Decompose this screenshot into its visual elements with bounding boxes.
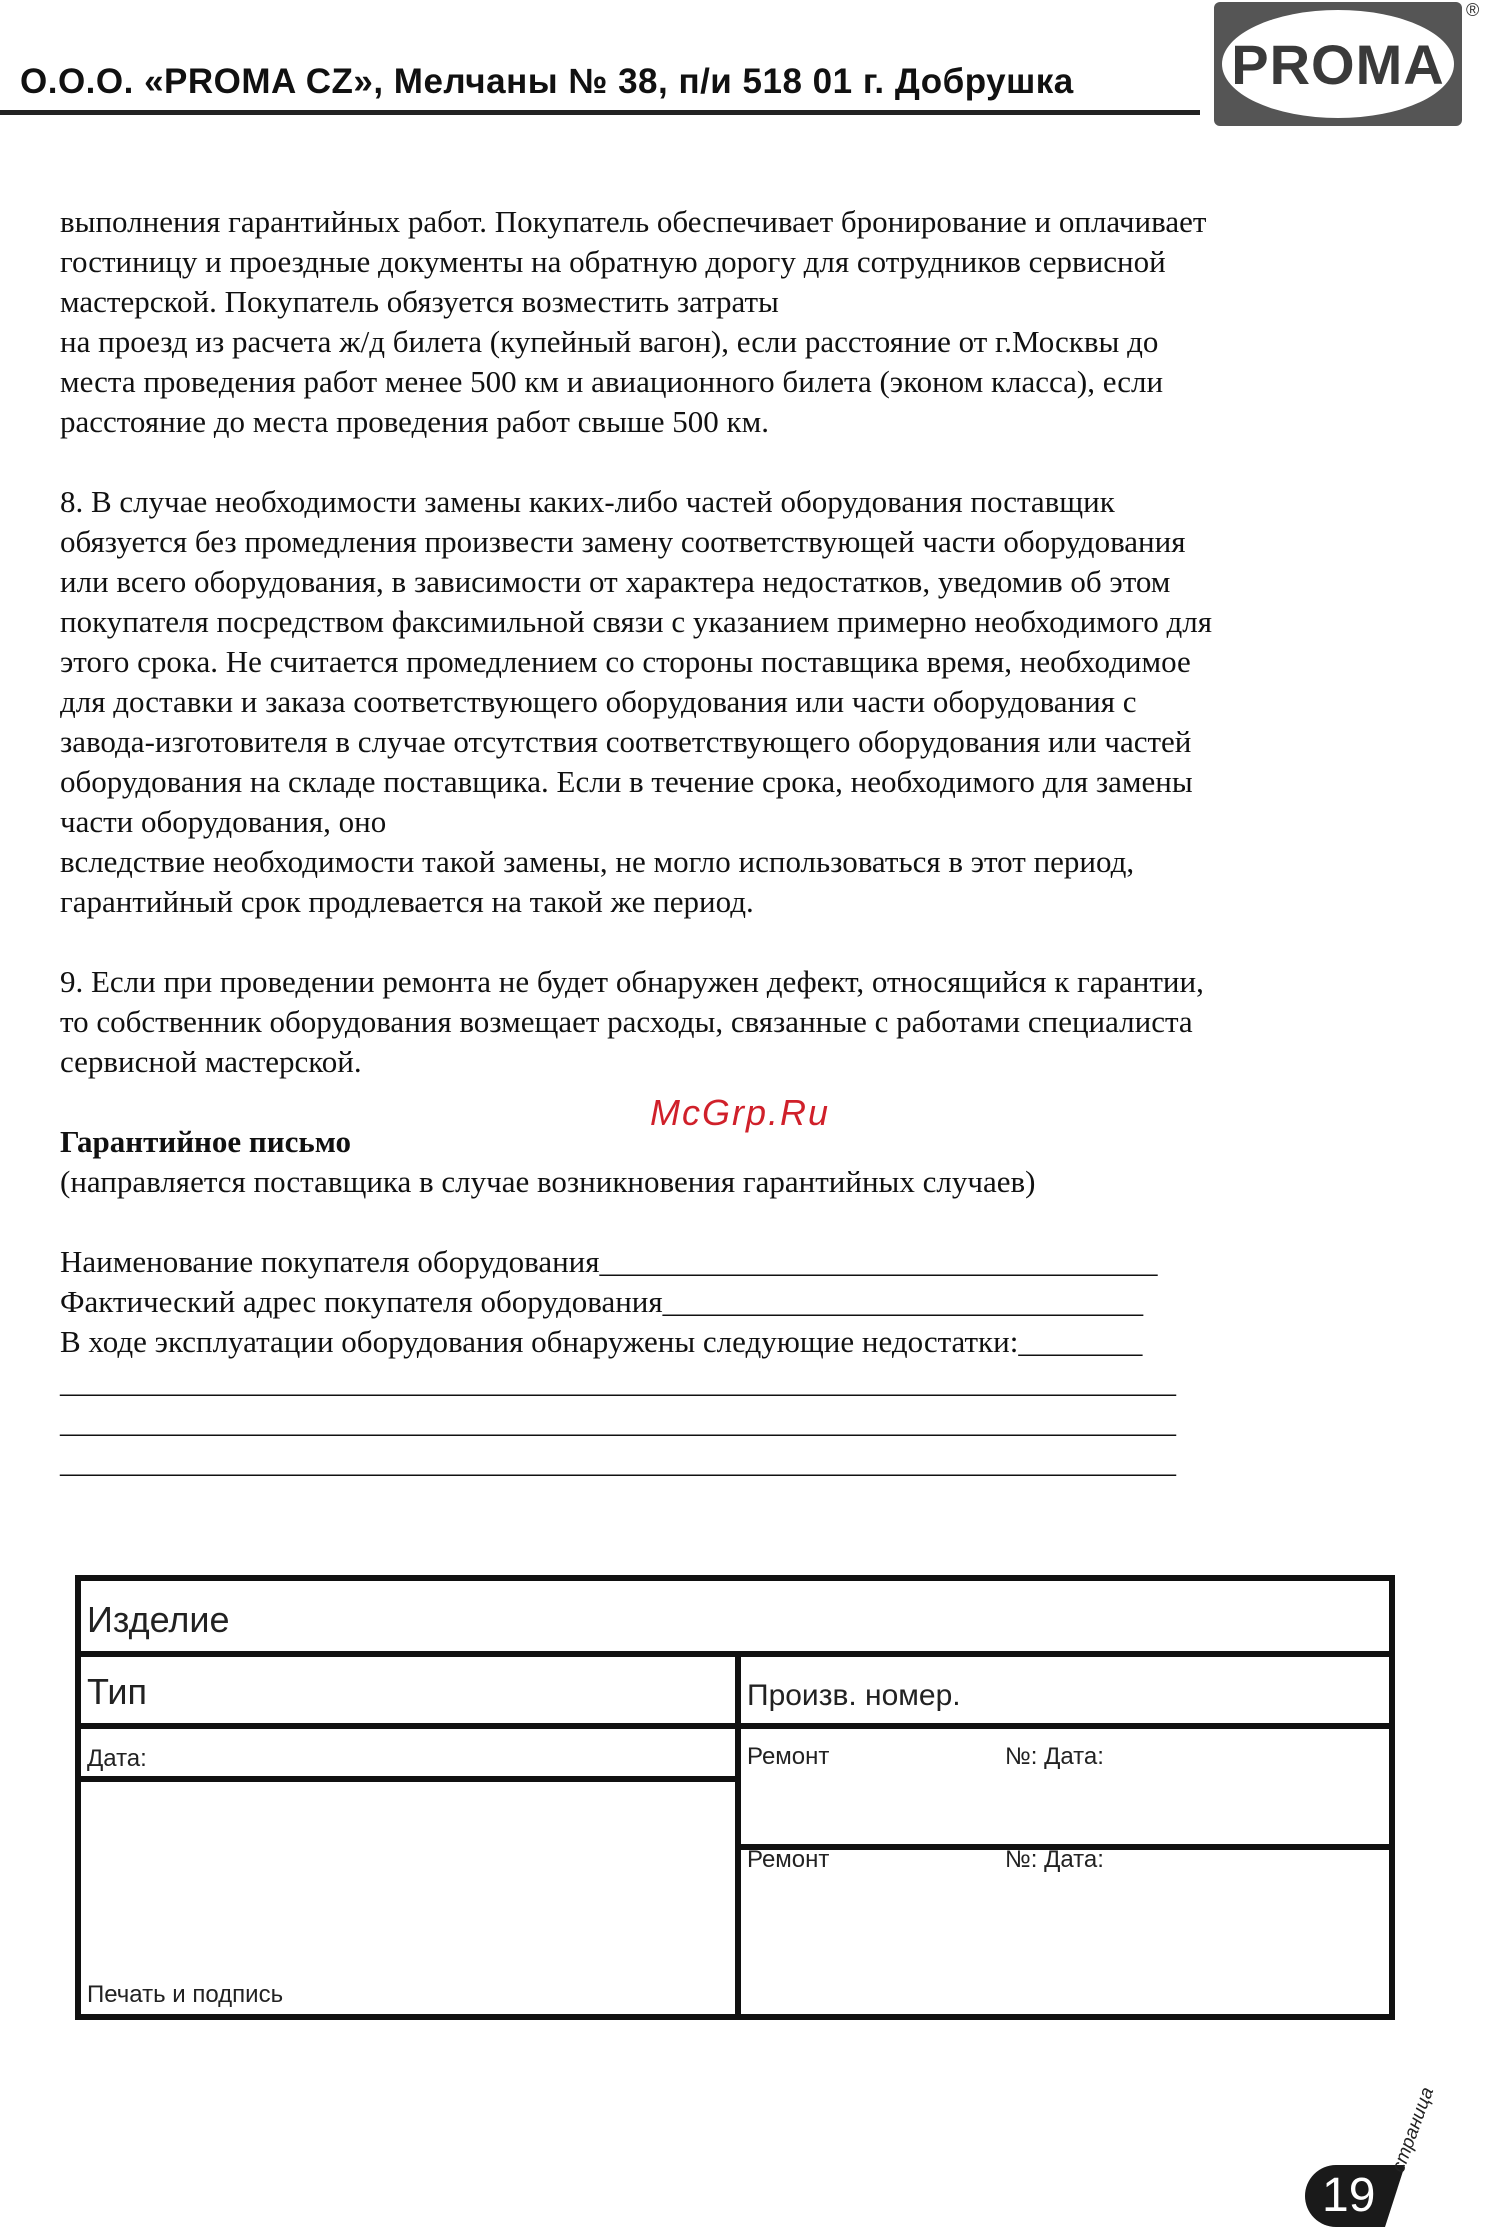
paragraph-8 xyxy=(60,482,1460,922)
proma-logo xyxy=(1214,2,1462,126)
repair-label: Ремонт xyxy=(747,1743,830,1770)
text-line: покупателя посредством факсимильной связи с указанием примерно необходимого для xyxy=(60,604,1212,639)
paragraph-9 xyxy=(60,962,1460,1082)
repair-label: Ремонт xyxy=(747,1846,830,1873)
page-number: 19 xyxy=(1322,2169,1376,2222)
blank-line: ________________________________________________________________________ xyxy=(60,1444,1176,1479)
text-line: обязуется без промедления произвести замену соответствующей части оборудования xyxy=(60,524,1186,559)
text-line: выполнения гарантийных работ. Покупатель обеспечивает бронирование и оплачивает xyxy=(60,204,1207,239)
date-label: Дата: xyxy=(87,1745,147,1772)
text-line: 9. Если при проведении ремонта не будет обнаружен дефект, относящийся к гарантии, xyxy=(60,964,1204,999)
text-line: этого срока. Не считается промедлением со стороны поставщика время, необходимое xyxy=(60,644,1191,679)
page-word: страница xyxy=(1388,2084,1439,2176)
letter-subtitle: (направляется поставщика в случае возникновения гарантийных случаев) xyxy=(60,1164,1036,1199)
letter-title: Гарантийное письмо xyxy=(60,1124,352,1159)
text-line: части оборудования, оно xyxy=(60,804,387,839)
buyer-name-field: Наименование покупателя оборудования____________________________________ xyxy=(60,1244,1158,1279)
repair-number-date-label: №: Дата: xyxy=(1005,1846,1104,1873)
warranty-letter xyxy=(60,1122,1460,1202)
serial-number-label: Произв. номер. xyxy=(747,1679,961,1712)
body-text xyxy=(60,202,1460,1522)
text-line: расстояние до места проведения работ свыше 500 км. xyxy=(60,404,769,439)
table-divider xyxy=(735,1651,741,2014)
warranty-form-table xyxy=(75,1575,1395,2020)
header-rule xyxy=(0,110,1200,115)
defects-field: В ходе эксплуатации оборудования обнаружены следующие недостатки:________ xyxy=(60,1324,1143,1359)
text-line: вследствие необходимости такой замены, не могло использоваться в этот период, xyxy=(60,844,1135,879)
blank-line: ________________________________________________________________________ xyxy=(60,1364,1176,1399)
letter-fields xyxy=(60,1242,1460,1482)
text-line: оборудования на складе поставщика. Если в течение срока, необходимого для замены xyxy=(60,764,1193,799)
text-line: гостиницу и проездные документы на обратную дорогу для сотрудников сервисной xyxy=(60,244,1166,279)
text-line: мастерской. Покупатель обязуется возместить затраты xyxy=(60,284,779,319)
stamp-signature-label: Печать и подпись xyxy=(87,1981,284,2008)
text-line: места проведения работ менее 500 км и авиационного билета (эконом класса), если xyxy=(60,364,1164,399)
text-line: 8. В случае необходимости замены каких-либо частей оборудования поставщик xyxy=(60,484,1115,519)
text-line: гарантийный срок продлевается на такой же период. xyxy=(60,884,754,919)
paragraph-continuation xyxy=(60,202,1460,442)
text-line: то собственник оборудования возмещает расходы, связанные с работами специалиста xyxy=(60,1004,1193,1039)
table-divider xyxy=(81,1776,735,1782)
text-line: сервисной мастерской. xyxy=(60,1044,362,1079)
header-address: О.О.О. «PROMA CZ», Мелчаны № 38, п/и 518 01 г. Добрушка xyxy=(20,62,1074,101)
text-line: завода-изготовителя в случае отсутствия соответствующего оборудования или частей xyxy=(60,724,1192,759)
blank-line: ________________________________________________________________________ xyxy=(60,1404,1176,1439)
product-label: Изделие xyxy=(87,1599,230,1640)
repair-number-date-label: №: Дата: xyxy=(1005,1743,1104,1770)
text-line: или всего оборудования, в зависимости от характера недостатков, уведомив об этом xyxy=(60,564,1171,599)
logo-text: PROMA xyxy=(1222,10,1454,118)
text-line: для доставки и заказа соответствующего оборудования или части оборудования с xyxy=(60,684,1137,719)
buyer-address-field: Фактический адрес покупателя оборудования_______________________________ xyxy=(60,1284,1144,1319)
watermark: McGrp.Ru xyxy=(650,1092,831,1133)
type-label: Тип xyxy=(87,1671,148,1712)
registered-mark: ® xyxy=(1466,0,1480,20)
text-line: на проезд из расчета ж/д билета (купейный вагон), если расстояние от г.Москвы до xyxy=(60,324,1159,359)
